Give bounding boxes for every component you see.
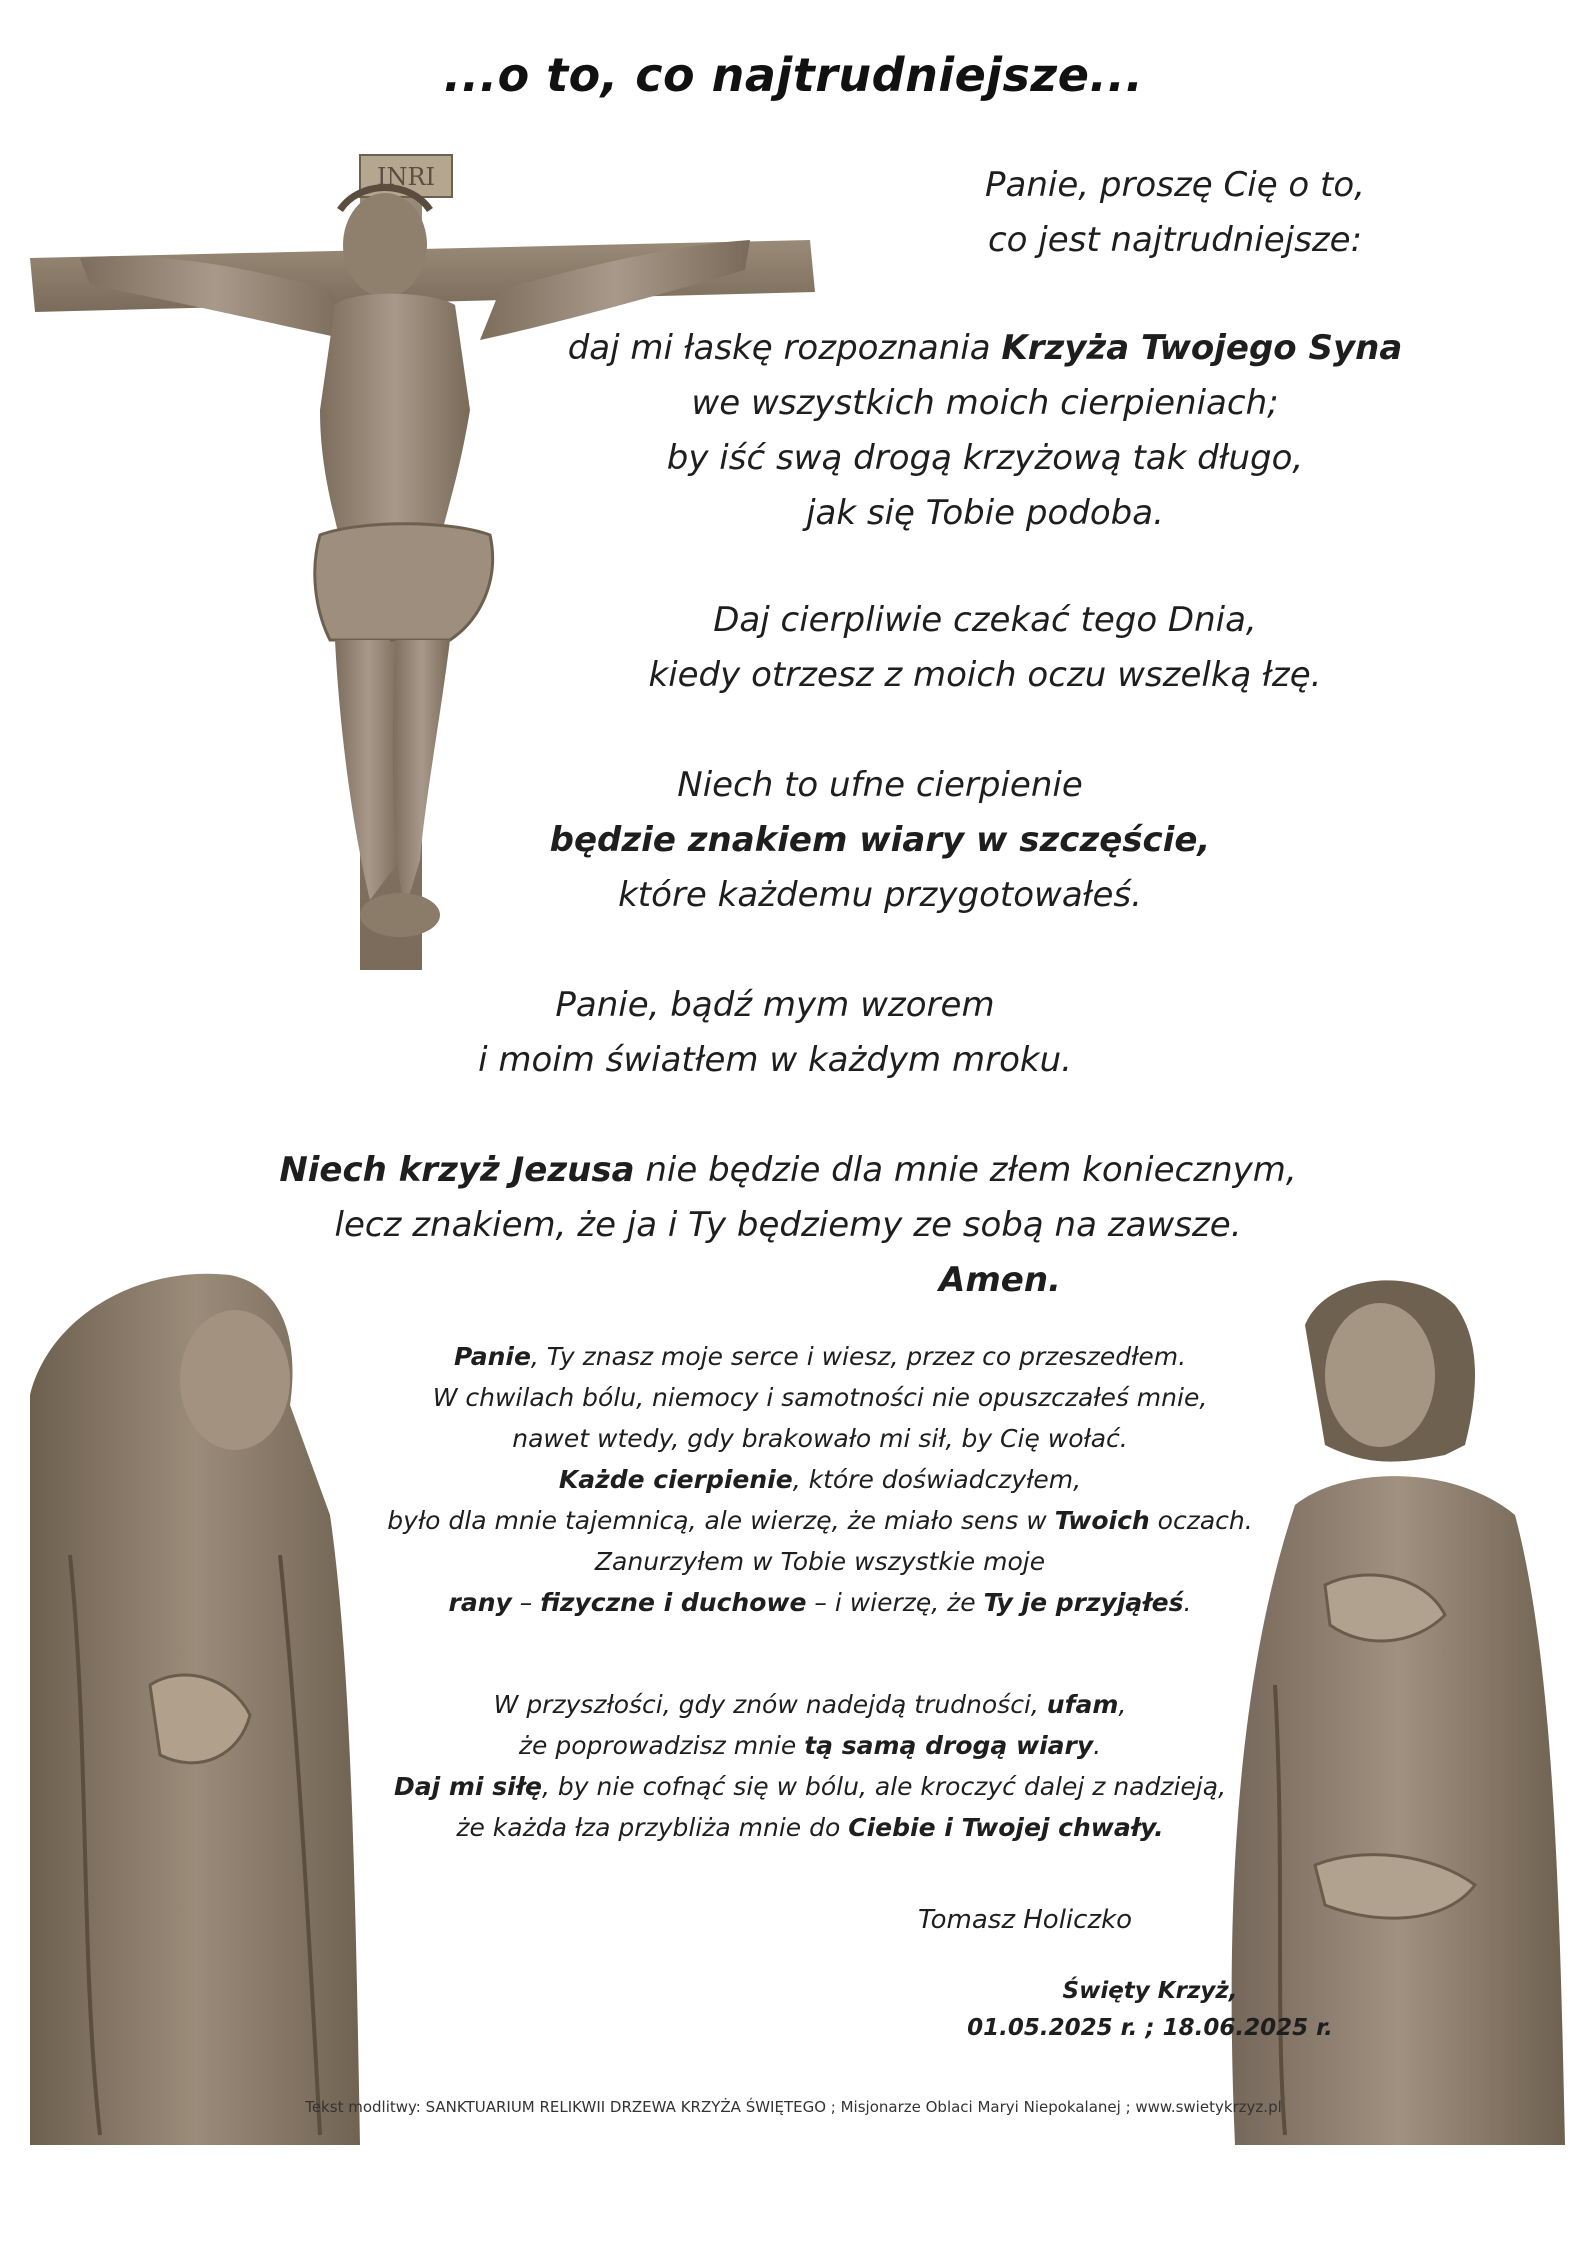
prayer-line: Daj cierpliwie czekać tego Dnia,	[713, 600, 1257, 640]
prayer-line: kiedy otrzesz z moich oczu wszelką łzę.	[648, 655, 1322, 695]
prayer-line: Niech to ufne cierpienie	[677, 765, 1083, 805]
author-signature: Tomasz Holiczko	[917, 1905, 1133, 1935]
page-title: ...o to, co najtrudniejsze...	[443, 48, 1144, 102]
place: Święty Krzyż,	[1062, 1978, 1238, 2004]
prayer-line: Panie, proszę Cię o to,	[985, 165, 1365, 205]
reflection-line: Panie, Ty znasz moje serce i wiesz, przez co przeszedłem.	[453, 1342, 1187, 1371]
reflection-line: rany – fizyczne i duchowe – i wierzę, że Ty je przyjąłeś.	[448, 1588, 1192, 1617]
footer-credits: Tekst modlitwy: SANKTUARIUM RELIKWII DRZEWA KRZYŻA ŚWIĘTEGO ; Misjonarze Oblaci Maryi Niepokalanej ; www.swietykrzyz.pl	[305, 2098, 1282, 2116]
reflection-line: W chwilach bólu, niemocy i samotności nie opuszczałeś mnie,	[432, 1383, 1208, 1412]
reflection-line: nawet wtedy, gdy brakowało mi sił, by Cię wołać.	[512, 1424, 1128, 1453]
prayer-line: Panie, bądź mym wzorem	[555, 985, 995, 1025]
reflection-line: że każda łza przybliża mnie do Ciebie i Twojej chwały.	[456, 1813, 1164, 1842]
prayer-line: by iść swą drogą krzyżową tak długo,	[666, 438, 1304, 478]
cross-plaque-text: INRI	[376, 163, 436, 191]
reflection-line: Każde cierpienie, które doświadczyłem,	[558, 1465, 1082, 1494]
prayer-line: jak się Tobie podoba.	[806, 493, 1164, 533]
prayer-line: Niech krzyż Jezusa nie będzie dla mnie złem koniecznym,	[279, 1150, 1297, 1190]
prayer-line: we wszystkich moich cierpieniach;	[691, 383, 1279, 423]
john-statue-image	[1215, 1265, 1570, 2145]
prayer-amen: Amen.	[939, 1260, 1061, 1300]
reflection-line: Zanurzyłem w Tobie wszystkie moje	[594, 1547, 1046, 1576]
prayer-line: co jest najtrudniejsze:	[987, 220, 1363, 260]
dates: 01.05.2025 r. ; 18.06.2025 r.	[967, 2015, 1333, 2041]
reflection-line: że poprowadzisz mnie tą samą drogą wiary.	[518, 1731, 1102, 1760]
prayer-line: i moim światłem w każdym mroku.	[478, 1040, 1072, 1080]
prayer-line: lecz znakiem, że ja i Ty będziemy ze sobą na zawsze.	[334, 1205, 1242, 1245]
reflection-line: Daj mi siłę, by nie cofnąć się w bólu, ale kroczyć dalej z nadzieją,	[393, 1772, 1227, 1801]
prayer-line: które każdemu przygotowałeś.	[618, 875, 1142, 915]
mary-statue-image	[30, 1255, 370, 2145]
reflection-line: W przyszłości, gdy znów nadejdą trudności, ufam,	[493, 1690, 1127, 1719]
reflection-line: było dla mnie tajemnicą, ale wierzę, że miało sens w Twoich oczach.	[387, 1506, 1253, 1535]
prayer-line: daj mi łaskę rozpoznania Krzyża Twojego Syna	[567, 328, 1403, 368]
prayer-line: będzie znakiem wiary w szczęście,	[549, 820, 1211, 860]
